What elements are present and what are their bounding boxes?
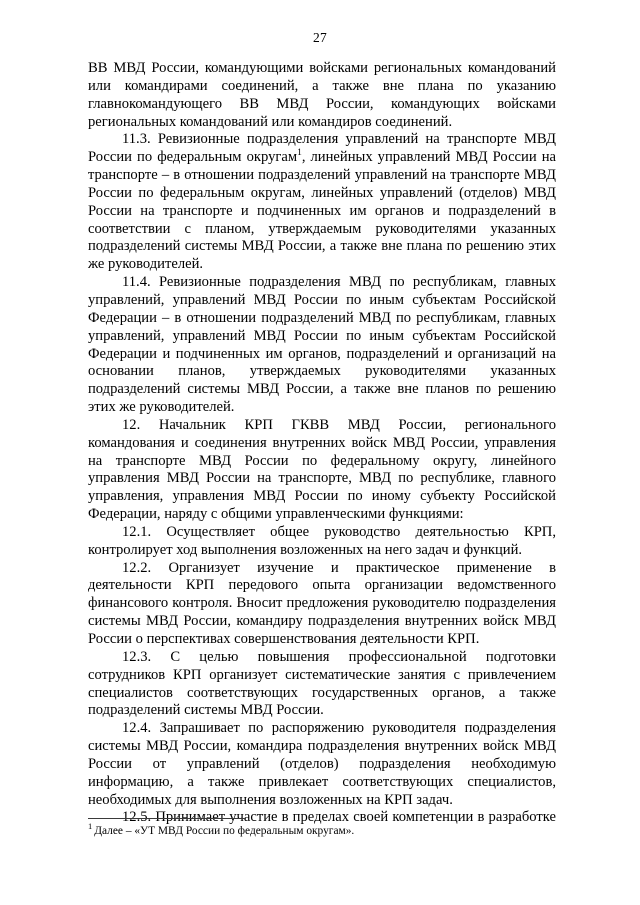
paragraph-12: 12. Начальник КРП ГКВВ МВД России, регионального командования и соединения внутренних войск МВД России, управления на транспорте МВД России по федеральному округу, линейного управления МВД России на транспорте, МВД по республике, главного управления, управления МВД России по иному субъекту Российской Федерации, наряду с общими управленческими функциями: — [88, 416, 556, 523]
paragraph-11-3-text-after-footnote: , линейных управлений МВД России на транспорте – в отношении подразделений управлений на транспорте МВД России по федеральным округам, линейных управлений (отделов) МВД России на транспорте и подчиненных им органов и подразделений в соответствии с планом, утверждаемым руководителями указанных подразделений системы МВД России, а также вне плана по решению этих же руководителей. — [88, 149, 556, 273]
paragraph-11-3 — [88, 131, 556, 274]
paragraph-12-1: 12.1. Осуществляет общее руководство деятельностью КРП, контролирует ход выполнения возложенных на него задач и функций. — [88, 523, 556, 558]
footnote-area — [88, 818, 556, 838]
paragraph-12-3: 12.3. С целью повышения профессиональной подготовки сотрудников КРП организует систематические занятия с привлечением специалистов соответствующих государственных органов, а также подразделений системы МВД России. — [88, 648, 556, 719]
paragraph-12-5: 12.5. Принимает участие в пределах своей компетенции в разработке — [122, 809, 556, 826]
footnote-body-text: Далее – «УТ МВД России по федеральным округам». — [94, 825, 355, 837]
document-body — [88, 60, 556, 827]
paragraph-11-3-text-before-footnote: 11.3. Ревизионные подразделения управлений на транспорте МВД России по федеральным округам — [88, 131, 556, 166]
footnote-separator-rule — [88, 818, 246, 819]
paragraph-12-2: 12.2. Организует изучение и практическое применение в деятельности КРП передового опыта организации ведомственного финансового контроля. Вносит предложения руководителю подразделения системы МВД России, командиру подразделения внутренних войск МВД России о перспективах совершенствования деятельности КРП. — [88, 559, 556, 647]
footnote-reference-marker: 1 — [297, 148, 302, 159]
footnote-entry — [88, 821, 556, 838]
paragraph-12-4: 12.4. Запрашивает по распоряжению руководителя подразделения системы МВД России, командира подразделения внутренних войск МВД России от управлений (отделов) подразделения необходимую информацию, а также привлекает соответствующих специалистов, необходимых для выполнения возложенных на КРП задач. — [88, 720, 556, 808]
footnote-marker: 1 — [88, 821, 93, 832]
page-number: 27 — [312, 30, 328, 45]
paragraph-continuation: ВВ МВД России, командующими войсками региональных командований или командирами соединений, а также вне плана по указанию главнокомандующего ВВ МВД России, командующих войсками региональных командований или командиров соединений. — [88, 60, 556, 130]
paragraph-11-4: 11.4. Ревизионные подразделения МВД по республикам, главных управлений, управлений МВД России по иным субъектам Российской Федерации – в отношении подразделений МВД по республикам, главных управлений, управлений МВД России по иным субъектам Российской Федерации и подчиненных им органов, подразделений и организаций на основании планов, утверждаемых руководителями указанных подразделений системы МВД России, а также вне планов по решению этих же руководителей. — [88, 274, 556, 416]
